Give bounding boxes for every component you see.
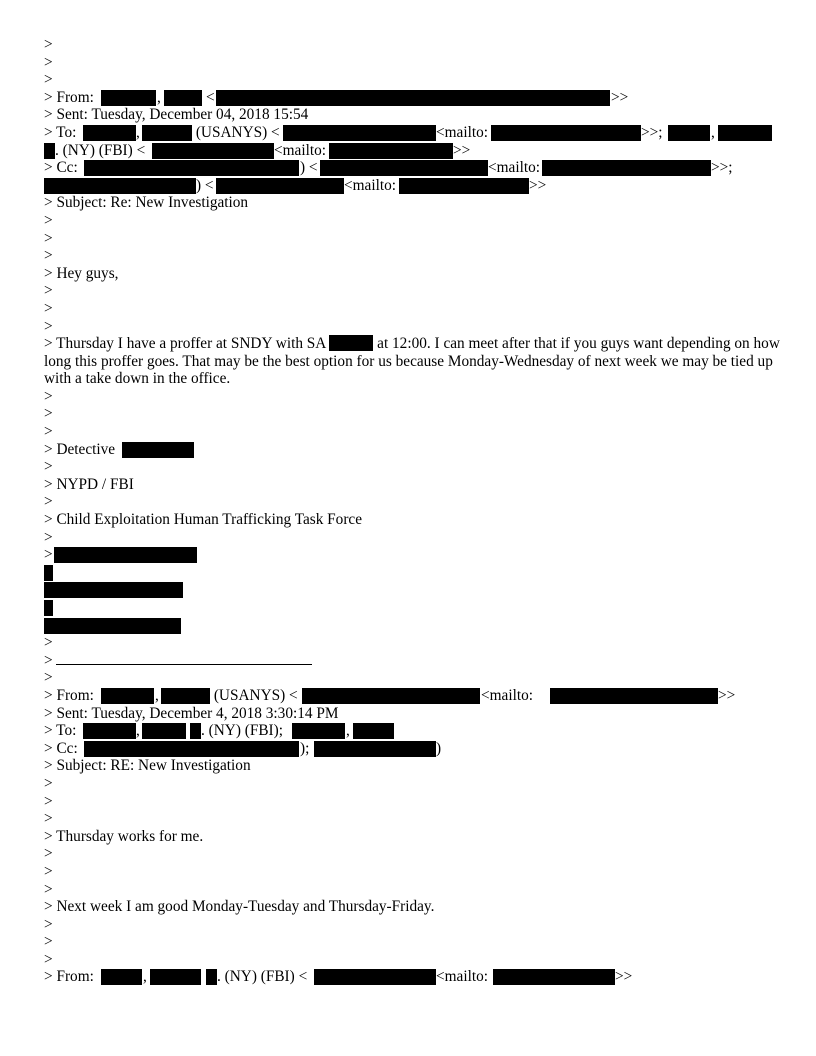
quote-line: > bbox=[44, 53, 53, 71]
redaction-block bbox=[44, 600, 53, 616]
redaction-block bbox=[152, 143, 274, 159]
quote-line: > bbox=[44, 423, 53, 441]
redaction-block bbox=[283, 125, 436, 141]
semi: ); bbox=[300, 739, 310, 757]
gtgt: >> bbox=[718, 686, 736, 704]
quote-line: > bbox=[44, 634, 53, 652]
signature-detective bbox=[44, 441, 784, 459]
signature-unit: > NYPD / FBI bbox=[44, 475, 134, 493]
redaction-block bbox=[44, 565, 53, 581]
email3-from-line bbox=[44, 968, 784, 986]
email1-from-line bbox=[44, 89, 784, 107]
redaction-block bbox=[150, 969, 201, 985]
redaction-block bbox=[83, 125, 136, 141]
end-semi: >>; bbox=[711, 159, 733, 177]
email2-to-line bbox=[44, 722, 784, 740]
email1-sent-line: > Sent: Tuesday, December 04, 2018 15:54 bbox=[44, 106, 309, 124]
quote-line: > bbox=[44, 528, 53, 546]
redaction-block bbox=[314, 741, 436, 757]
gtgt: >> bbox=[611, 88, 629, 106]
sep: >>; bbox=[641, 123, 663, 141]
separator-line bbox=[44, 652, 784, 670]
redaction-block bbox=[44, 618, 181, 634]
signature-redacted bbox=[44, 581, 784, 599]
redaction-block bbox=[190, 723, 201, 739]
redaction-block bbox=[101, 90, 156, 106]
email1-cc-line-cont bbox=[44, 177, 784, 195]
email-thread bbox=[44, 36, 784, 986]
redaction-block bbox=[542, 160, 711, 176]
redaction-block bbox=[101, 969, 142, 985]
email2-cc-line bbox=[44, 740, 784, 758]
redaction-block bbox=[668, 125, 710, 141]
signature-redacted bbox=[44, 564, 784, 582]
comma: , bbox=[136, 123, 140, 141]
nyfbi: . (NY) (FBI) < bbox=[55, 141, 146, 159]
redaction-block bbox=[314, 969, 436, 985]
redaction-block bbox=[329, 143, 453, 159]
horizontal-rule bbox=[56, 654, 312, 665]
quote-line: > bbox=[44, 774, 53, 792]
redaction-block bbox=[54, 547, 197, 563]
redaction-block bbox=[44, 143, 55, 159]
quote-line: > bbox=[44, 247, 53, 265]
cc-label: > Cc: bbox=[44, 159, 78, 177]
redaction-block bbox=[329, 335, 373, 351]
from-label: > From: bbox=[44, 968, 94, 986]
signature-taskforce: > Child Exploitation Human Trafficking Task Force bbox=[44, 511, 363, 529]
mailto: <mailto: bbox=[274, 141, 326, 159]
nyfbi: . (NY) (FBI); bbox=[201, 722, 283, 740]
comma: , bbox=[346, 722, 350, 740]
quote-line: > bbox=[44, 317, 53, 335]
email1-greeting: > Hey guys, bbox=[44, 264, 119, 282]
quote-line: > bbox=[44, 282, 53, 300]
quote-line: > bbox=[44, 211, 53, 229]
from-label: > From: bbox=[44, 686, 94, 704]
redaction-block bbox=[83, 723, 136, 739]
mailto: <mailto: bbox=[344, 176, 396, 194]
gtgt: >> bbox=[615, 968, 633, 986]
email2-sent-line: > Sent: Tuesday, December 4, 2018 3:30:14 PM bbox=[44, 704, 339, 722]
redaction-block bbox=[216, 90, 610, 106]
redaction-block bbox=[161, 688, 210, 704]
detective-label: > Detective bbox=[44, 440, 119, 458]
to-label: > To: bbox=[44, 722, 77, 740]
gtgt: >> bbox=[453, 141, 471, 159]
email2-line1: > Thursday works for me. bbox=[44, 827, 204, 845]
lt: < bbox=[206, 88, 215, 106]
redaction-block bbox=[718, 125, 772, 141]
redaction-block bbox=[84, 160, 299, 176]
quote-line: > bbox=[44, 810, 53, 828]
paren: ) bbox=[436, 739, 442, 757]
nyfbi: . (NY) (FBI) < bbox=[217, 968, 308, 986]
usanys: (USANYS) < bbox=[192, 123, 280, 141]
quote-mark: > bbox=[44, 651, 53, 669]
redaction-block bbox=[399, 178, 529, 194]
quote-mark: > bbox=[44, 546, 53, 564]
quote-line: > bbox=[44, 669, 53, 687]
quote-line: > bbox=[44, 299, 53, 317]
quote-line: > bbox=[44, 36, 53, 53]
quote-line: > bbox=[44, 71, 53, 89]
quote-line: > bbox=[44, 229, 53, 247]
comma: , bbox=[136, 722, 140, 740]
comma: , bbox=[155, 686, 159, 704]
quote-line: > bbox=[44, 387, 53, 405]
email1-to-line-cont bbox=[44, 142, 784, 160]
body-text-a: > Thursday I have a proffer at SNDY with SA bbox=[44, 335, 330, 353]
comma: , bbox=[143, 968, 147, 986]
redaction-block bbox=[302, 688, 480, 704]
redaction-block bbox=[44, 582, 183, 598]
redaction-block bbox=[353, 723, 394, 739]
redaction-block bbox=[164, 90, 202, 106]
redaction-block bbox=[122, 442, 194, 458]
comma: , bbox=[711, 123, 715, 141]
mailto: <mailto: bbox=[481, 686, 533, 704]
redaction-block bbox=[44, 178, 196, 194]
quote-line: > bbox=[44, 880, 53, 898]
quote-line: > bbox=[44, 915, 53, 933]
mailto: <mailto: bbox=[488, 159, 540, 177]
redaction-block bbox=[491, 125, 641, 141]
redaction-block bbox=[292, 723, 345, 739]
quote-line: > bbox=[44, 862, 53, 880]
email2-subject: > Subject: RE: New Investigation bbox=[44, 757, 251, 775]
to-label: > To: bbox=[44, 123, 77, 141]
body-text-b: at 12:00. I can meet after that if you guys want depending on how long this proffer goes. That may be the best option for us because Monday-Wednesday of next week we may be tied up with a take down in the office. bbox=[44, 335, 780, 388]
email1-subject: > Subject: Re: New Investigation bbox=[44, 194, 249, 212]
email1-body bbox=[44, 335, 784, 388]
email1-cc-line bbox=[44, 159, 784, 177]
quote-line: > bbox=[44, 933, 53, 951]
quote-line: > bbox=[44, 405, 53, 423]
redaction-block bbox=[550, 688, 718, 704]
quote-line: > bbox=[44, 458, 53, 476]
signature-redacted bbox=[44, 546, 784, 564]
redaction-block bbox=[142, 125, 192, 141]
quote-line: > bbox=[44, 845, 53, 863]
email2-from-line bbox=[44, 687, 784, 705]
signature-redacted bbox=[44, 599, 784, 617]
close-lt: ) < bbox=[196, 176, 214, 194]
usanys: (USANYS) < bbox=[210, 686, 298, 704]
from-label: > From: bbox=[44, 88, 94, 106]
close-lt: ) < bbox=[300, 159, 318, 177]
mailto: <mailto: bbox=[436, 123, 488, 141]
email2-line2: > Next week I am good Monday-Tuesday and Thursday-Friday. bbox=[44, 898, 435, 916]
email1-to-line bbox=[44, 124, 784, 142]
redaction-block bbox=[216, 178, 344, 194]
redaction-block bbox=[206, 969, 217, 985]
redaction-block bbox=[493, 969, 615, 985]
redaction-block bbox=[142, 723, 186, 739]
cc-label: > Cc: bbox=[44, 739, 78, 757]
quote-line: > bbox=[44, 950, 53, 968]
redaction-block bbox=[320, 160, 488, 176]
gtgt: >> bbox=[529, 176, 547, 194]
signature-redacted bbox=[44, 617, 784, 635]
redaction-block bbox=[84, 741, 299, 757]
quote-line: > bbox=[44, 493, 53, 511]
redaction-block bbox=[101, 688, 154, 704]
mailto: <mailto: bbox=[436, 968, 488, 986]
comma: , bbox=[157, 88, 161, 106]
quote-line: > bbox=[44, 792, 53, 810]
